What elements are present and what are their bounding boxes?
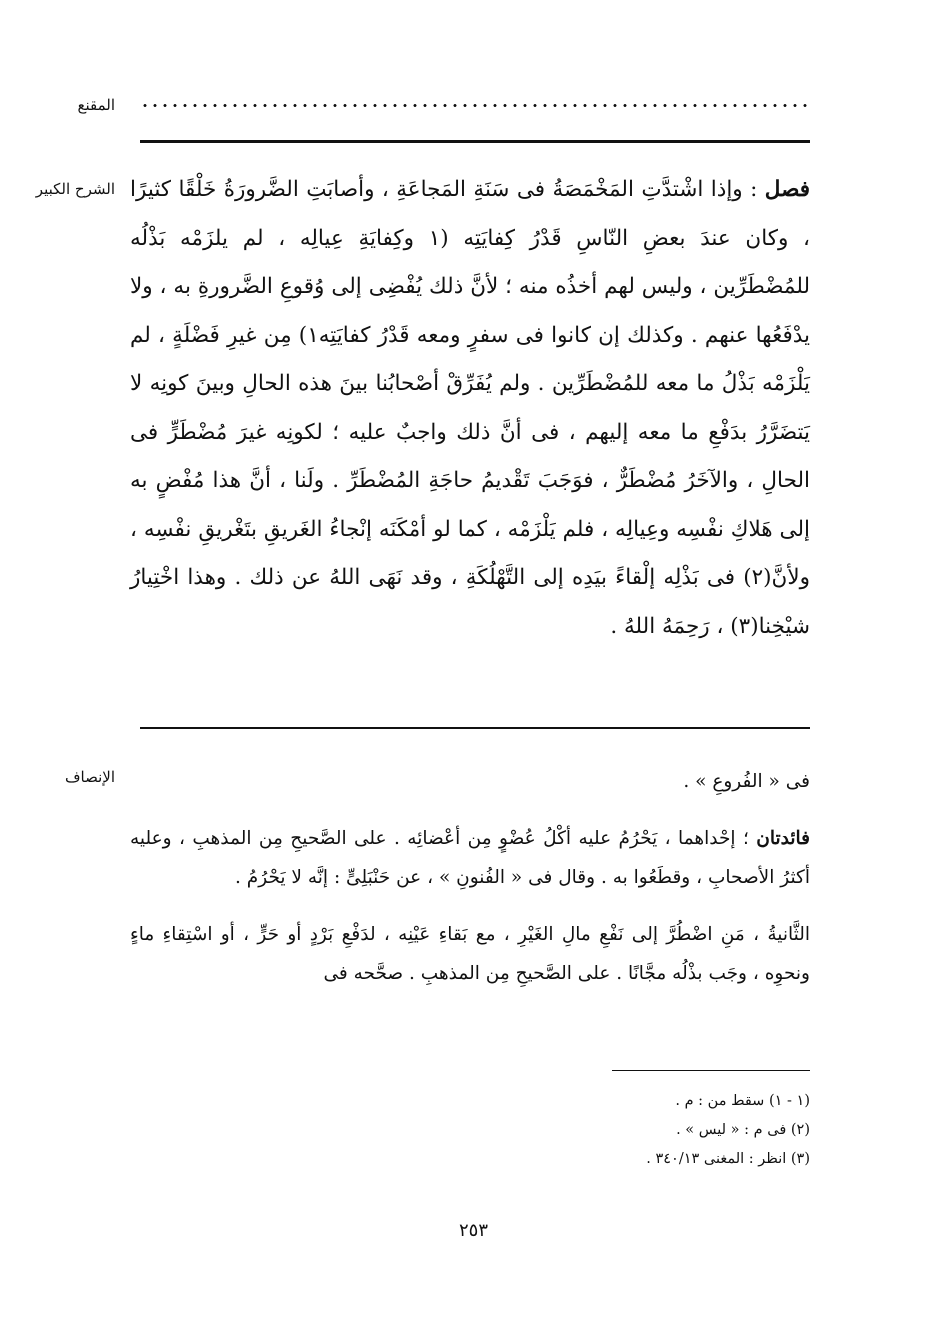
footnote-1: (١ - ١) سقط من : م . bbox=[675, 1093, 810, 1109]
sharh-text bbox=[130, 166, 810, 651]
footnote-3: (٣) انظر : المغنى ٣٤٠/١٣ . bbox=[646, 1151, 810, 1167]
insaf-paragraph-2: الثَّانيةُ ، مَنِ اضْطُرَّ إلى نَفْعِ مالِ الغَيْرِ ، مع بَقاءِ عَيْنِه ، لدَفْعِ بَرْدٍ أو حَرٍّ ، أو اسْتِقاءِ ماءٍ ونحوِه ، وجَب بذْلُه مجَّانًا . على الصَّحيحِ مِن المذهبِ . صحَّحه فى bbox=[130, 924, 810, 984]
running-header-title: المقنع bbox=[77, 96, 115, 114]
footnote-2: (٢) فى م : « ليس » . bbox=[676, 1122, 810, 1138]
page-number: ٢٥٣ bbox=[458, 1220, 488, 1241]
insaf-text bbox=[130, 762, 810, 993]
section-lead-fasl: فصل bbox=[764, 177, 810, 202]
header-dotted-leader bbox=[140, 104, 810, 107]
footnote-rule bbox=[612, 1070, 810, 1071]
insaf-paragraph-1: فائدتان ؛ إحْداهما ، يَحْرُمُ عليه أكْلُ عُضْوٍ مِن أعْضائِه . على الصَّحيحِ مِن المذهبِ ، وعليه أكثرُ الأصحابِ ، وقطَعُوا به . وقال فى « الفُنونِ » ، عن حَنْبَلِىٍّ : إنَّه لا يَحْرُمُ . bbox=[130, 828, 811, 888]
section-divider bbox=[140, 727, 810, 729]
insaf-intro: فى « الفُروعِ » . bbox=[683, 771, 810, 792]
section-lead-faidatan: فائدتان bbox=[756, 828, 811, 849]
header-rule bbox=[140, 140, 810, 143]
section-label-sharh: الشرح الكبير bbox=[35, 180, 115, 198]
sharh-paragraph: فصل : وإذا اشْتدَّتِ المَخْمَصَةُ فى سَنَةِ المَجاعَةِ ، وأصابَتِ الضَّرورَةُ خَلْقًا كثيرًا ، وكان عندَ بعضِ النّاسِ قَدْرُ كِفايَتِه (١ وكِفايَةِ عِيالِه ، لم يلزَمْه بَذْلُه للمُضْطَرِّين ، وليس لهم أخذُه منه ؛ لأنَّ ذلك يُفْضِى إلى وُقوعِ الضَّرورةِ به ، ولا يدْفَعُها عنهم . وكذلك إن كانوا فى سفرٍ ومعه قَدْرُ كفايَتِه١) مِن غيرِ فَضْلَةٍ ، لم يَلْزَمْه بَذْلُ ما معه للمُضْطَرِّين . ولم يُفَرِّقْ أصْحابُنا بينَ هذه الحالِ وبينَ كونِه لا يَتضَرَّرُ بدَفْعِ ما معه إليهم ، فى أنَّ ذلك واجبٌ عليه ؛ لكونِه غيرَ مُضْطَرٍّ فى الحالِ ، والآخَرُ مُضْطَرٌّ ، فوَجَبَ تَقْديمُ حاجَةِ المُضْطَرِّ . ولَنا ، أنَّ هذا مُفْضٍ به إلى هَلاكِ نفْسِه وعِيالِه ، فلم يَلْزَمْه ، كما لو أمْكَنَه إنْجاءُ الغَريقِ بتَغْريقِ نفْسِه ، ولأنَّ(٢) فى بَذْلِه إلْقاءً بيَدِه إلى التَّهْلُكَةِ ، وقد نَهَى اللهُ عن ذلك . وهذا اخْتِيارُ شيْخِنا(٣) ، رَحِمَهُ اللهُ . bbox=[130, 177, 810, 639]
footnotes bbox=[646, 1087, 810, 1174]
section-label-insaf: الإنصاف bbox=[64, 768, 115, 786]
